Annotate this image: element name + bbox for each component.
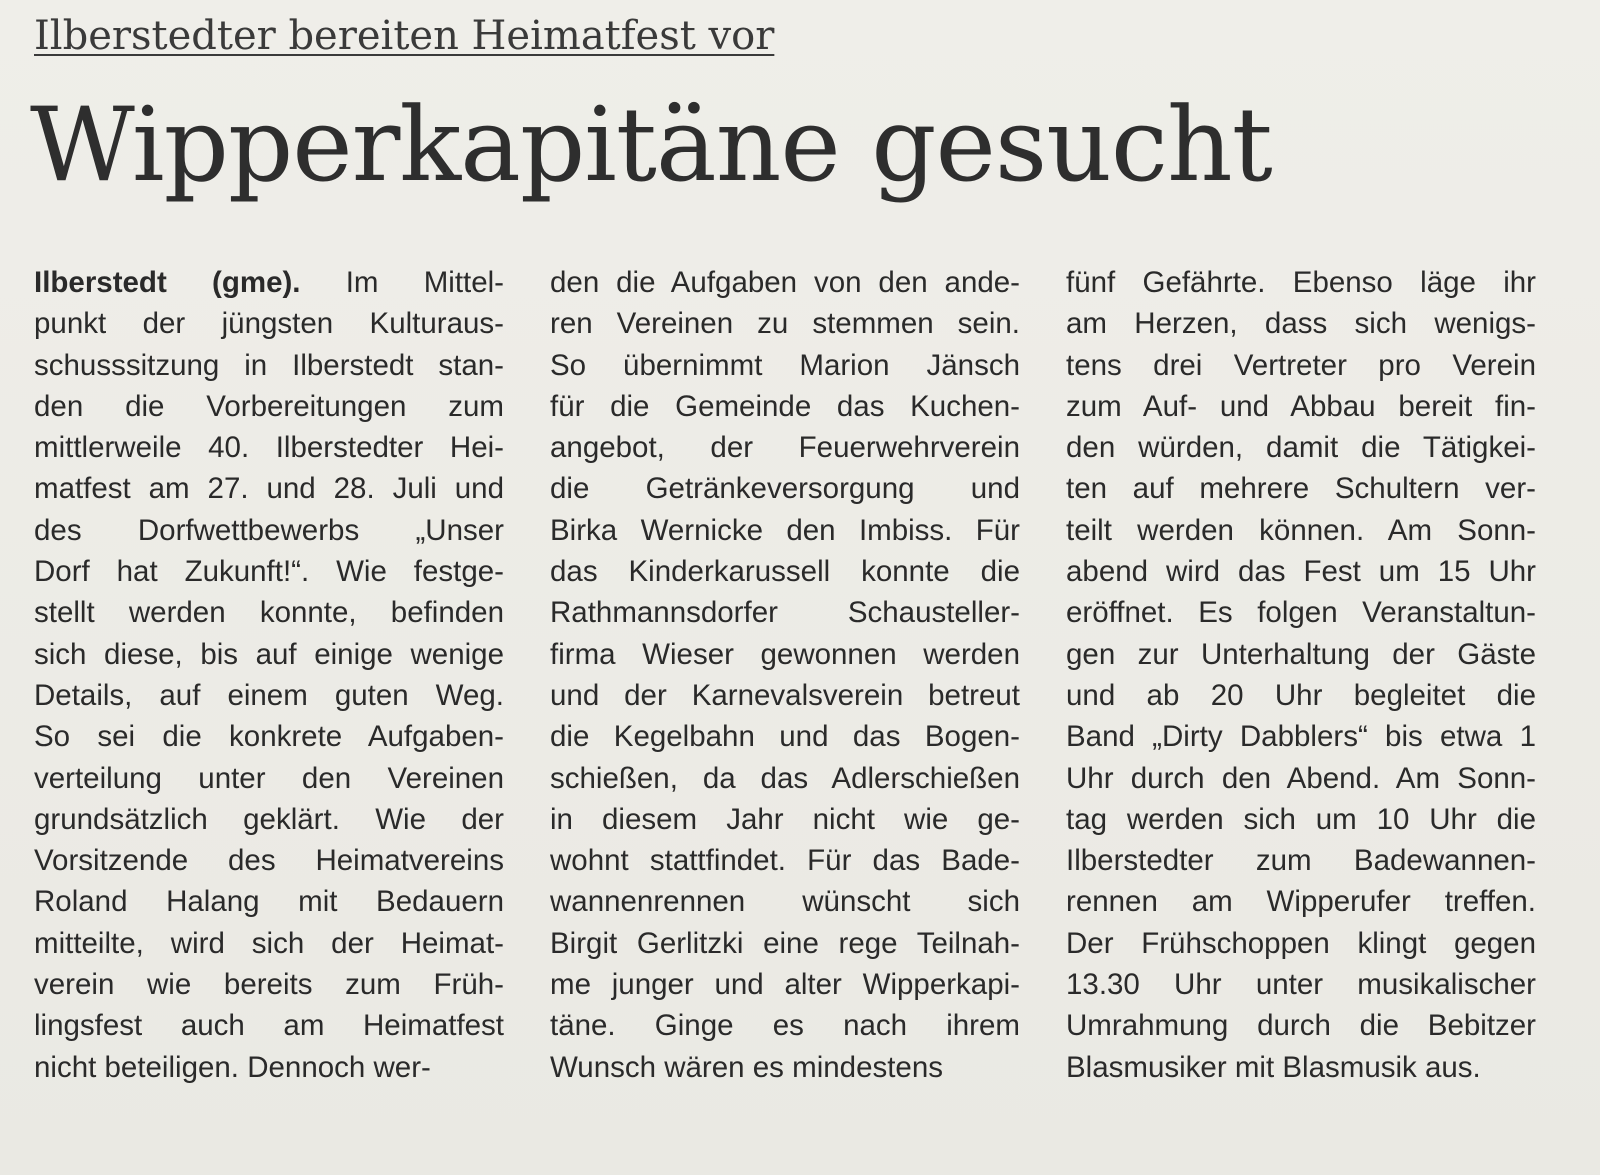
column-line: rennen am Wipperufer treffen. <box>1066 885 1536 919</box>
column-line: teilt werden können. Am Sonn- <box>1066 513 1536 547</box>
column-line: Ilberstedter zum Badewannen- <box>1066 844 1536 878</box>
column-line: verein wie bereits zum Früh- <box>34 968 504 1002</box>
column-line: wohnt stattfindet. Für das Bade- <box>550 844 1020 878</box>
column-line: eröffnet. Es folgen Veranstaltun- <box>1066 596 1536 630</box>
column-line: Ilberstedt (gme). Im Mittel- <box>34 266 504 299</box>
column-line: und ab 20 Uhr begleitet die <box>1066 678 1536 712</box>
column-line: 13.30 Uhr unter musikalischer <box>1066 968 1536 1002</box>
column-line: in diesem Jahr nicht wie ge- <box>550 802 1020 836</box>
column-line: Details, auf einem guten Weg. <box>34 678 504 712</box>
column-line: tens drei Vertreter pro Verein <box>1066 348 1536 382</box>
article-kicker: Ilberstedter bereiten Heimatfest vor <box>34 13 775 59</box>
column-line: Vorsitzende des Heimatvereins <box>34 844 504 878</box>
column-line: abend wird das Fest um 15 Uhr <box>1066 555 1536 589</box>
column-line: lingsfest auch am Heimatfest <box>34 1009 504 1043</box>
column-line: Birgit Gerlitzki eine rege Teilnah- <box>550 926 1020 960</box>
column-line: Der Frühschoppen klingt gegen <box>1066 926 1536 960</box>
column-line: Umrahmung durch die Bebitzer <box>1066 1009 1536 1043</box>
column-line: und der Karnevalsverein betreut <box>550 678 1020 712</box>
column-line: stellt werden konnte, befinden <box>34 596 504 630</box>
column-line: grundsätzlich geklärt. Wie der <box>34 802 504 836</box>
column-line: Uhr durch den Abend. Am Sonn- <box>1066 761 1536 795</box>
column-line: punkt der jüngsten Kulturaus- <box>34 307 504 341</box>
column-line: für die Gemeinde das Kuchen- <box>550 389 1020 423</box>
column-line: am Herzen, dass sich wenigs- <box>1066 307 1536 341</box>
column-line: gen zur Unterhaltung der Gäste <box>1066 637 1536 671</box>
column-line: täne. Ginge es nach ihrem <box>550 1009 1020 1043</box>
column-line: zum Auf- und Abbau bereit fin- <box>1066 389 1536 423</box>
column-line: mittlerweile 40. Ilberstedter Hei- <box>34 431 504 465</box>
column-line: mitteilte, wird sich der Heimat- <box>34 926 504 960</box>
column-line: firma Wieser gewonnen werden <box>550 637 1020 671</box>
column-line: Blasmusiker mit Blasmusik aus. <box>1066 1050 1481 1084</box>
column-line: Birka Wernicke den Imbiss. Für <box>550 513 1020 547</box>
article-column-3 <box>1066 262 1536 1088</box>
column-line: den die Aufgaben von den ande- <box>550 266 1020 299</box>
article-dateline: Ilberstedt (gme). <box>34 266 301 299</box>
article-headline: Wipperkapitäne gesucht <box>30 86 1272 205</box>
column-line: den die Vorbereitungen zum <box>34 389 504 423</box>
column-line: ten auf mehrere Schultern ver- <box>1066 472 1536 506</box>
column-line: angebot, der Feuerwehrverein <box>550 431 1020 465</box>
column-line: So sei die konkrete Aufgaben- <box>34 720 504 754</box>
column-line: So übernimmt Marion Jänsch <box>550 348 1020 382</box>
column-line: nicht beteiligen. Dennoch wer- <box>34 1050 431 1084</box>
article-column-2 <box>550 262 1020 1088</box>
column-line: tag werden sich um 10 Uhr die <box>1066 802 1536 836</box>
column-line: Rathmannsdorfer Schausteller- <box>550 596 1020 630</box>
column-line: die Kegelbahn und das Bogen- <box>550 720 1020 754</box>
column-line: verteilung unter den Vereinen <box>34 761 504 795</box>
column-line: schusssitzung in Ilberstedt stan- <box>34 348 504 382</box>
column-line: des Dorfwettbewerbs „Unser <box>34 513 504 547</box>
column-line: die Getränkeversorgung und <box>550 472 1020 506</box>
column-line: wannenrennen wünscht sich <box>550 885 1020 919</box>
column-line: den würden, damit die Tätigkei- <box>1066 431 1536 465</box>
column-line: ren Vereinen zu stemmen sein. <box>550 307 1020 341</box>
column-line: Wunsch wären es mindestens <box>550 1050 943 1084</box>
column-line: schießen, da das Adlerschießen <box>550 761 1020 795</box>
column-line: fünf Gefährte. Ebenso läge ihr <box>1066 266 1536 299</box>
column-line: me junger und alter Wipperkapi- <box>550 968 1020 1002</box>
column-line: matfest am 27. und 28. Juli und <box>34 472 504 506</box>
column-line: das Kinderkarussell konnte die <box>550 555 1020 589</box>
column-line: sich diese, bis auf einige wenige <box>34 637 504 671</box>
column-line: Dorf hat Zukunft!“. Wie festge- <box>34 555 504 589</box>
column-line: Roland Halang mit Bedauern <box>34 885 504 919</box>
column-line: Band „Dirty Dabblers“ bis etwa 1 <box>1066 720 1536 754</box>
article-column-1 <box>34 262 504 1088</box>
